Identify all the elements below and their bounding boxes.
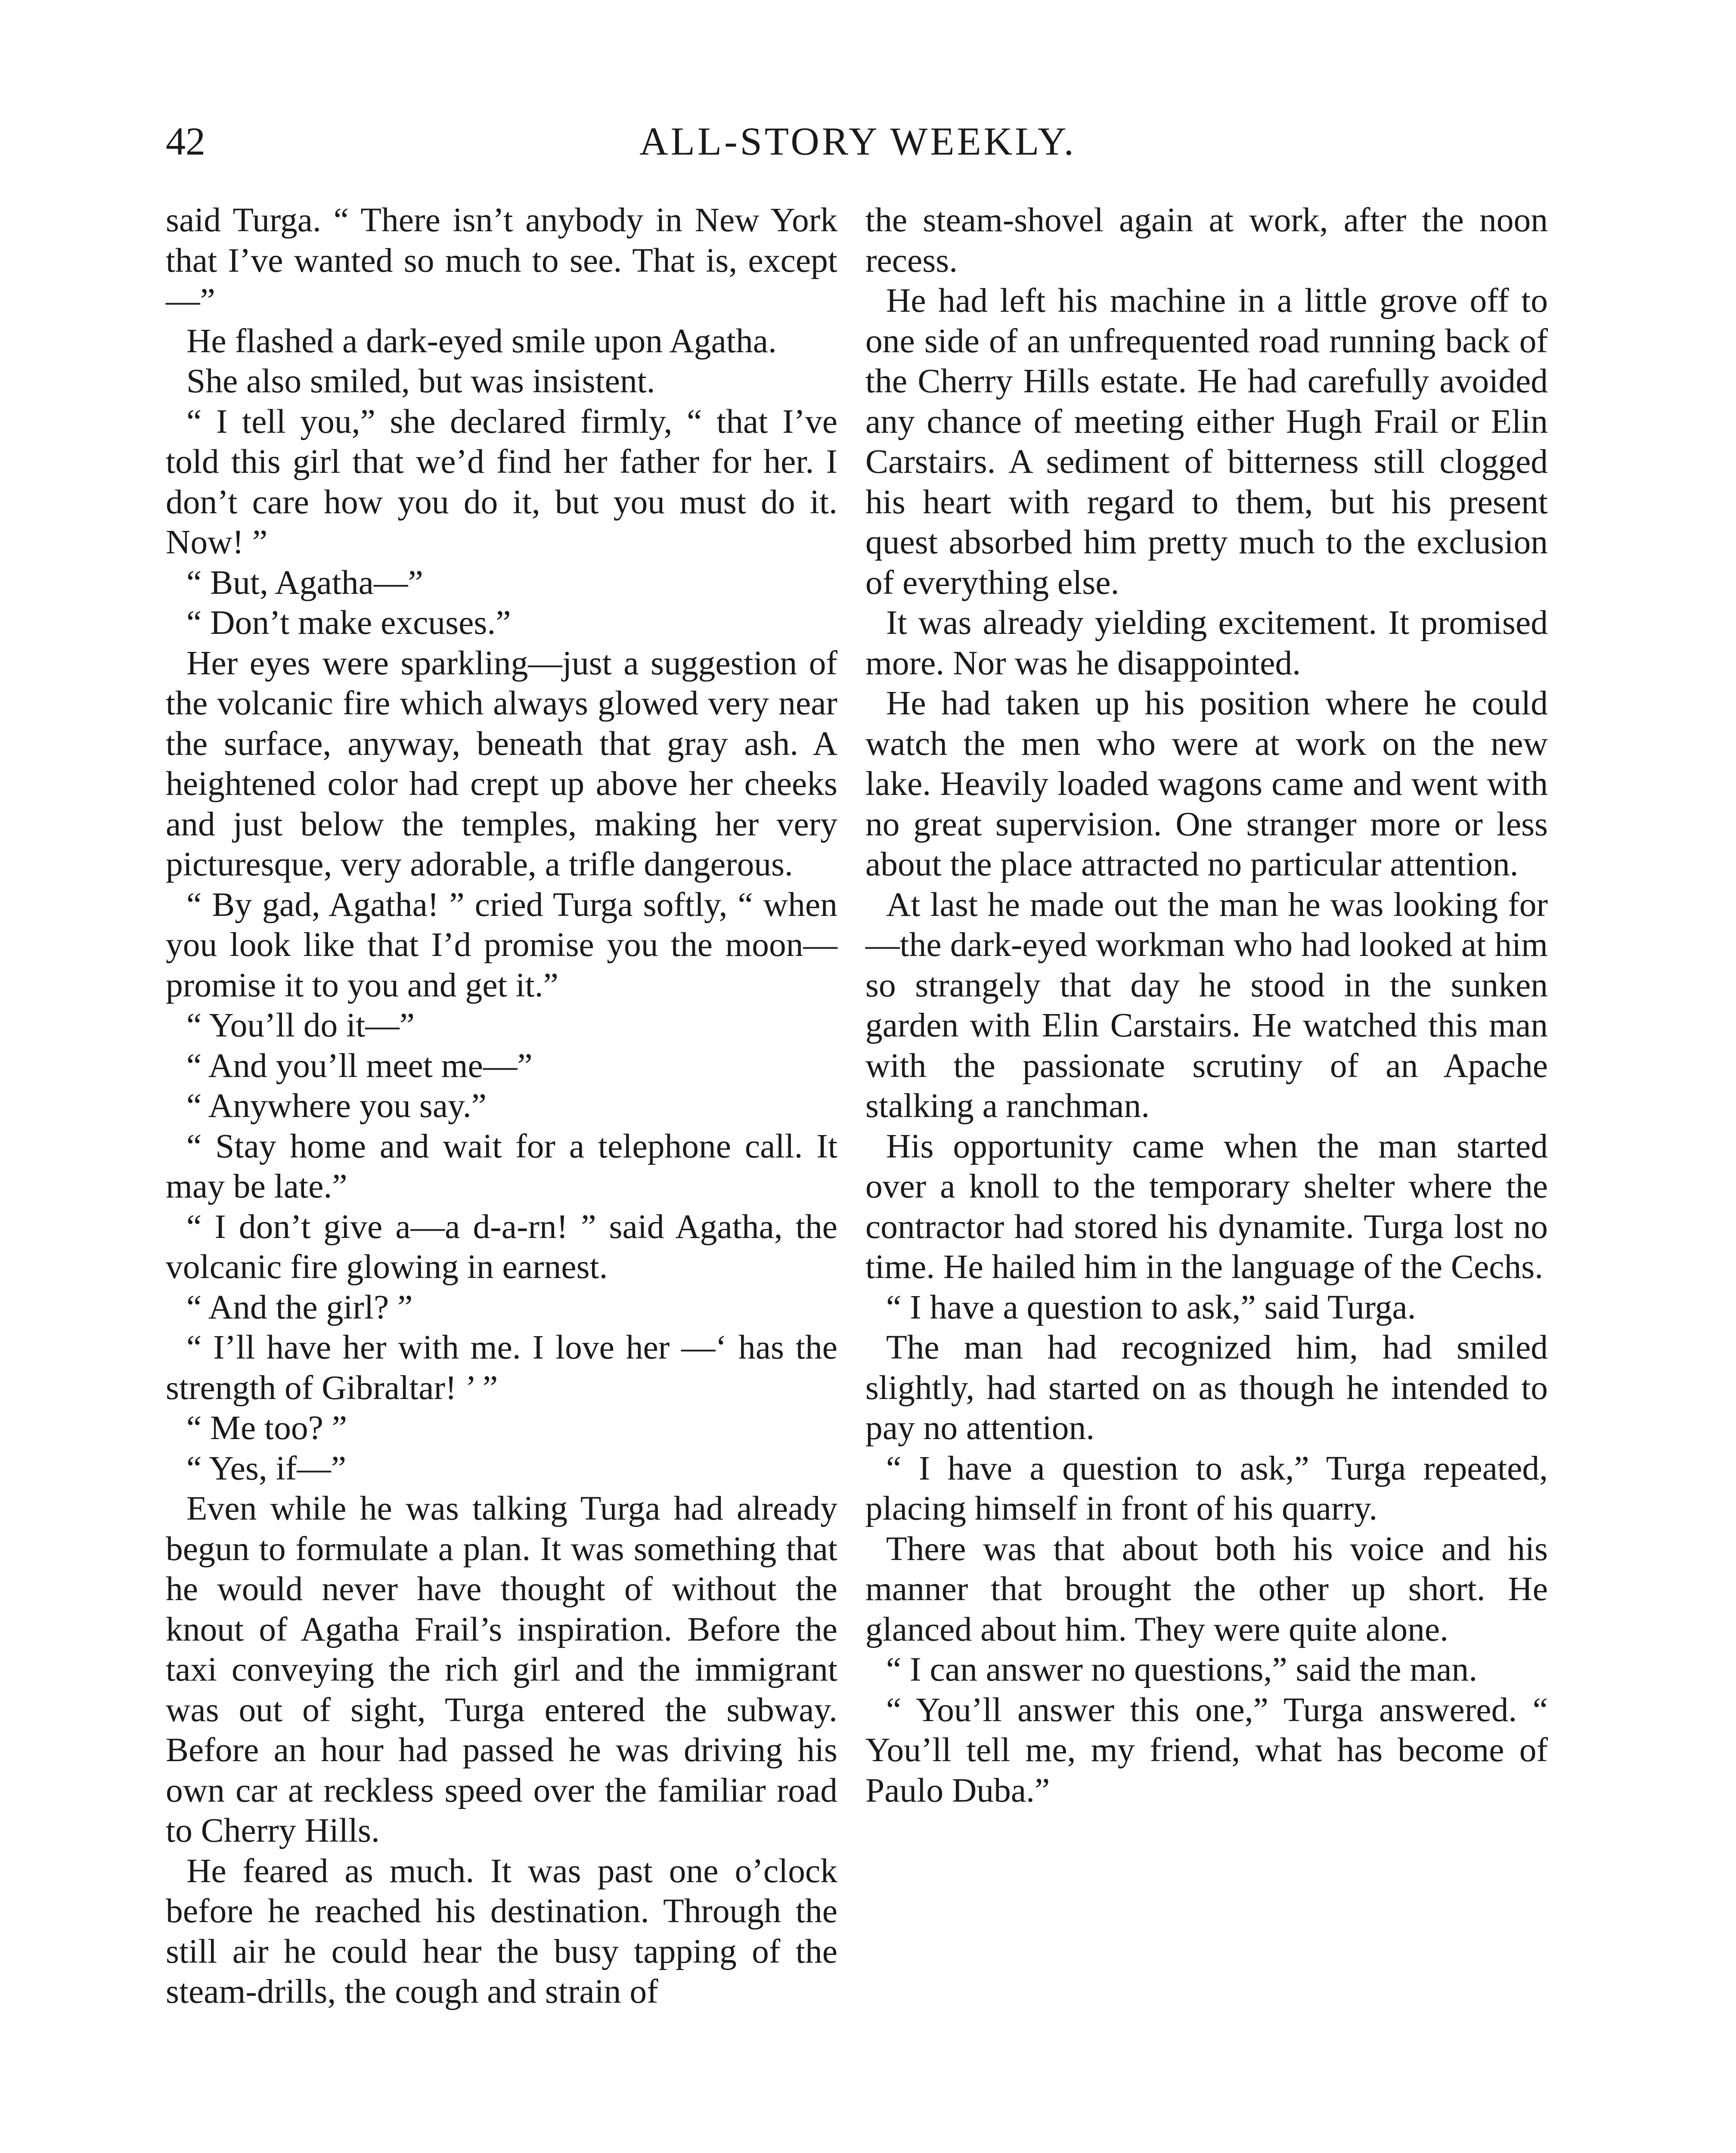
paragraph: “ Anywhere you say.” [186, 1087, 487, 1125]
paragraph: “ You’ll do it—” [186, 1006, 415, 1044]
running-title: ALL-STORY WEEKLY. [639, 119, 1076, 163]
paragraph: “ I’ll have her with me. I love her —‘ has the strength of Gibraltar! ’ ” [166, 1328, 837, 1407]
paragraph: “ Yes, if—” [186, 1449, 346, 1487]
paragraph: Her eyes were sparkling—just a suggestion of the volcanic fire which always glowed very near the surface, anyway, beneath that gray ash. A heightened color had crept up above her cheeks and just below the temples, making her very picturesque, very adorable, a trifle dangerous. [166, 644, 837, 883]
paragraph: At last he made out the man he was looking for—the dark-eyed workman who had looked at him so strangely that day he stood in the sunken garden with Elin Carstairs. He watched this man with the passionate scrutiny of an Apache stalking a ranchman. [865, 885, 1548, 1125]
paragraph: “ I tell you,” she declared firmly, “ that I’ve told this girl that we’d find her father for her. I don’t care how you do it, but you must do it. Now! ” [166, 402, 837, 561]
paragraph: “ I have a question to ask,” Turga repeated, placing himself in front of his quarry. [865, 1449, 1548, 1527]
paragraph: “ Stay home and wait for a telephone call. It may be late.” [166, 1127, 837, 1205]
left-column [166, 200, 837, 2012]
paragraph: “ Don’t make excuses.” [186, 604, 511, 642]
paragraph: He had taken up his position where he could watch the men who were at work on the new lake. Heavily loaded wagons came and went with no great supervision. One stranger more or less about the place attracted no particular attention. [865, 684, 1548, 883]
paragraph: “ And you’ll meet me—” [186, 1046, 533, 1085]
page-header [166, 115, 1550, 176]
paragraph: There was that about both his voice and his manner that brought the other up short. He glanced about him. They were quite alone. [865, 1529, 1548, 1648]
paragraph: It was already yielding excitement. It promised more. Nor was he disappointed. [865, 604, 1548, 682]
paragraph: He flashed a dark-eyed smile upon Agatha. [186, 322, 777, 360]
paragraph: She also smiled, but was insistent. [186, 362, 655, 400]
paragraph: He feared as much. It was past one o’clock before he reached his destination. Through the still air he could hear the busy tapping of the steam-drills, the cough and strain of [166, 1852, 837, 2010]
right-column [865, 200, 1548, 1811]
page-number: 42 [166, 119, 205, 163]
paragraph: “ I don’t give a—a d-a-rn! ” said Agatha, the volcanic fire glowing in earnest. [166, 1207, 837, 1286]
paragraph: said Turga. “ There isn’t anybody in New York that I’ve wanted so much to see. That is, except—” [166, 201, 837, 320]
paragraph: “ You’ll answer this one,” Turga answered. “ You’ll tell me, my friend, what has become of Paulo Duba.” [865, 1691, 1548, 1809]
paragraph: “ Me too? ” [186, 1409, 347, 1447]
paragraph: “ I can answer no questions,” said the man. [886, 1650, 1478, 1688]
paragraph: “ By gad, Agatha! ” cried Turga softly, “ when you look like that I’d promise you the moon—promise it to you and get it.” [166, 885, 837, 1004]
paragraph: “ I have a question to ask,” said Turga. [886, 1288, 1416, 1326]
paragraph: “ And the girl? ” [186, 1288, 413, 1326]
paragraph: Even while he was talking Turga had already begun to formulate a plan. It was something that he would never have thought of without the knout of Agatha Frail’s inspiration. Before the taxi conveying the rich girl and the immigrant was out of sight, Turga entered the subway. Before an hour had passed he was driving his own car at reckless speed over the familiar road to Cherry Hills. [166, 1489, 837, 1849]
paragraph: The man had recognized him, had smiled slightly, had started on as though he intended to pay no attention. [865, 1328, 1548, 1447]
paragraph: He had left his machine in a little grove off to one side of an unfrequented road running back of the Cherry Hills estate. He had carefully avoided any chance of meeting either Hugh Frail or Elin Carstairs. A sediment of bitterness still clogged his heart with regard to them, but his present quest absorbed him pretty much to the exclusion of everything else. [865, 282, 1548, 602]
paragraph: His opportunity came when the man started over a knoll to the temporary shelter where the contractor had stored his dynamite. Turga lost no time. He hailed him in the language of the Cechs. [865, 1127, 1548, 1286]
paragraph: the steam-shovel again at work, after the noon recess. [865, 201, 1548, 279]
paragraph: “ But, Agatha—” [186, 563, 423, 602]
